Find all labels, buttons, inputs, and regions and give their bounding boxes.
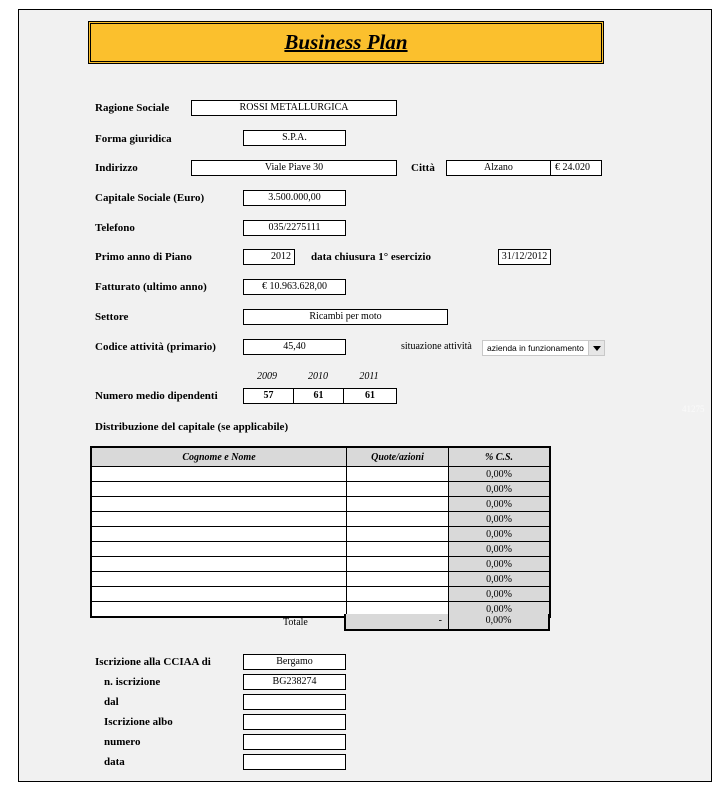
column-header-perc: % C.S.	[449, 447, 551, 467]
nome-cell[interactable]	[91, 587, 347, 602]
table-row	[91, 542, 550, 557]
quote-cell[interactable]	[347, 482, 449, 497]
n-iscrizione-label: n. iscrizione	[104, 676, 161, 688]
dipendenti-2010-field[interactable]: 61	[293, 388, 344, 404]
citta-label: Città	[411, 162, 435, 174]
primo-anno-label: Primo anno di Piano	[95, 251, 192, 263]
table-row	[91, 512, 550, 527]
nome-cell[interactable]	[91, 467, 347, 482]
indirizzo-field[interactable]: Viale Piave 30	[191, 160, 397, 176]
dal-field[interactable]	[243, 694, 346, 710]
dropdown-button[interactable]	[588, 341, 604, 355]
perc-cell: 0,00%	[449, 527, 551, 542]
distribuzione-capitale-title: Distribuzione del capitale (se applicabile)	[95, 421, 289, 433]
situazione-attivita-select[interactable]	[482, 340, 605, 356]
nome-cell[interactable]	[91, 497, 347, 512]
table-row	[91, 497, 550, 512]
perc-cell: 0,00%	[449, 512, 551, 527]
quote-cell[interactable]	[347, 557, 449, 572]
year-label: 2009	[257, 371, 277, 382]
table-row	[91, 527, 550, 542]
nome-cell[interactable]	[91, 602, 347, 618]
n-iscrizione-field[interactable]: BG238274	[243, 674, 346, 690]
situazione-attivita-value: azienda in funzionamento	[487, 343, 584, 353]
quote-cell[interactable]	[347, 497, 449, 512]
settore-field[interactable]: Ricambi per moto	[243, 309, 448, 325]
nome-cell[interactable]	[91, 572, 347, 587]
nome-cell[interactable]	[91, 527, 347, 542]
quote-cell[interactable]	[347, 512, 449, 527]
chevron-down-icon	[593, 346, 601, 351]
indirizzo-label: Indirizzo	[95, 162, 138, 174]
perc-cell: 0,00%	[449, 557, 551, 572]
numero-label: numero	[104, 736, 141, 748]
column-header-quote: Quote/azioni	[347, 447, 449, 467]
table-row	[91, 482, 550, 497]
perc-cell: 0,00%	[449, 602, 551, 618]
fatturato-field[interactable]: € 10.963.628,00	[243, 279, 346, 295]
iscrizione-albo-label: Iscrizione albo	[104, 716, 173, 728]
cciaa-field[interactable]: Bergamo	[243, 654, 346, 670]
dipendenti-label: Numero medio dipendenti	[95, 390, 218, 402]
data-label: data	[104, 756, 125, 768]
year-label: 2011	[359, 371, 379, 382]
fatturato-label: Fatturato (ultimo anno)	[95, 281, 207, 293]
totale-perc-cell: 0,00%	[448, 614, 550, 631]
table-row	[91, 467, 550, 482]
capitale-sociale-field[interactable]: 3.500.000,00	[243, 190, 346, 206]
perc-cell: 0,00%	[449, 482, 551, 497]
table-row	[91, 557, 550, 572]
perc-cell: 0,00%	[449, 497, 551, 512]
cciaa-label: Iscrizione alla CCIAA di	[95, 656, 211, 668]
capitale-sociale-label: Capitale Sociale (Euro)	[95, 192, 205, 204]
quote-cell[interactable]	[347, 467, 449, 482]
year-label: 2010	[308, 371, 328, 382]
situazione-attivita-label: situazione attività	[401, 341, 472, 352]
data-chiusura-field[interactable]: 31/12/2012	[498, 249, 551, 265]
numero-field[interactable]	[243, 734, 346, 750]
data-field[interactable]	[243, 754, 346, 770]
title-banner	[88, 21, 604, 64]
dipendenti-2009-field[interactable]: 57	[243, 388, 294, 404]
quote-cell[interactable]	[347, 572, 449, 587]
perc-cell: 0,00%	[449, 467, 551, 482]
ragione-sociale-label: Ragione Sociale	[95, 102, 170, 114]
table-row	[91, 572, 550, 587]
telefono-field[interactable]: 035/2275111	[243, 220, 346, 236]
nome-cell[interactable]	[91, 512, 347, 527]
quote-cell[interactable]	[347, 587, 449, 602]
quote-cell[interactable]	[347, 527, 449, 542]
citta-field[interactable]: Alzano	[446, 160, 551, 176]
dipendenti-2011-field[interactable]: 61	[343, 388, 397, 404]
hidden-value: 41275	[682, 404, 705, 414]
page-title: Business Plan	[284, 30, 408, 54]
forma-giuridica-field[interactable]: S.P.A.	[243, 130, 346, 146]
totale-label: Totale	[283, 617, 308, 628]
cap-field[interactable]: € 24.020	[550, 160, 602, 176]
data-chiusura-label: data chiusura 1° esercizio	[311, 251, 431, 263]
capital-distribution-table	[90, 446, 551, 618]
codice-attivita-field[interactable]: 45,40	[243, 339, 346, 355]
table-header-row	[91, 447, 550, 467]
perc-cell: 0,00%	[449, 572, 551, 587]
table-row	[91, 587, 550, 602]
nome-cell[interactable]	[91, 542, 347, 557]
codice-attivita-label: Codice attività (primario)	[95, 341, 216, 353]
settore-label: Settore	[95, 311, 129, 323]
perc-cell: 0,00%	[449, 587, 551, 602]
dal-label: dal	[104, 696, 119, 708]
perc-cell: 0,00%	[449, 542, 551, 557]
primo-anno-field[interactable]: 2012	[243, 249, 295, 265]
forma-giuridica-label: Forma giuridica	[95, 133, 172, 145]
ragione-sociale-field[interactable]: ROSSI METALLURGICA	[191, 100, 397, 116]
nome-cell[interactable]	[91, 557, 347, 572]
telefono-label: Telefono	[95, 222, 135, 234]
column-header-nome: Cognome e Nome	[91, 447, 347, 467]
totale-quote-cell: -	[344, 614, 449, 631]
quote-cell[interactable]	[347, 542, 449, 557]
nome-cell[interactable]	[91, 482, 347, 497]
iscrizione-albo-field[interactable]	[243, 714, 346, 730]
